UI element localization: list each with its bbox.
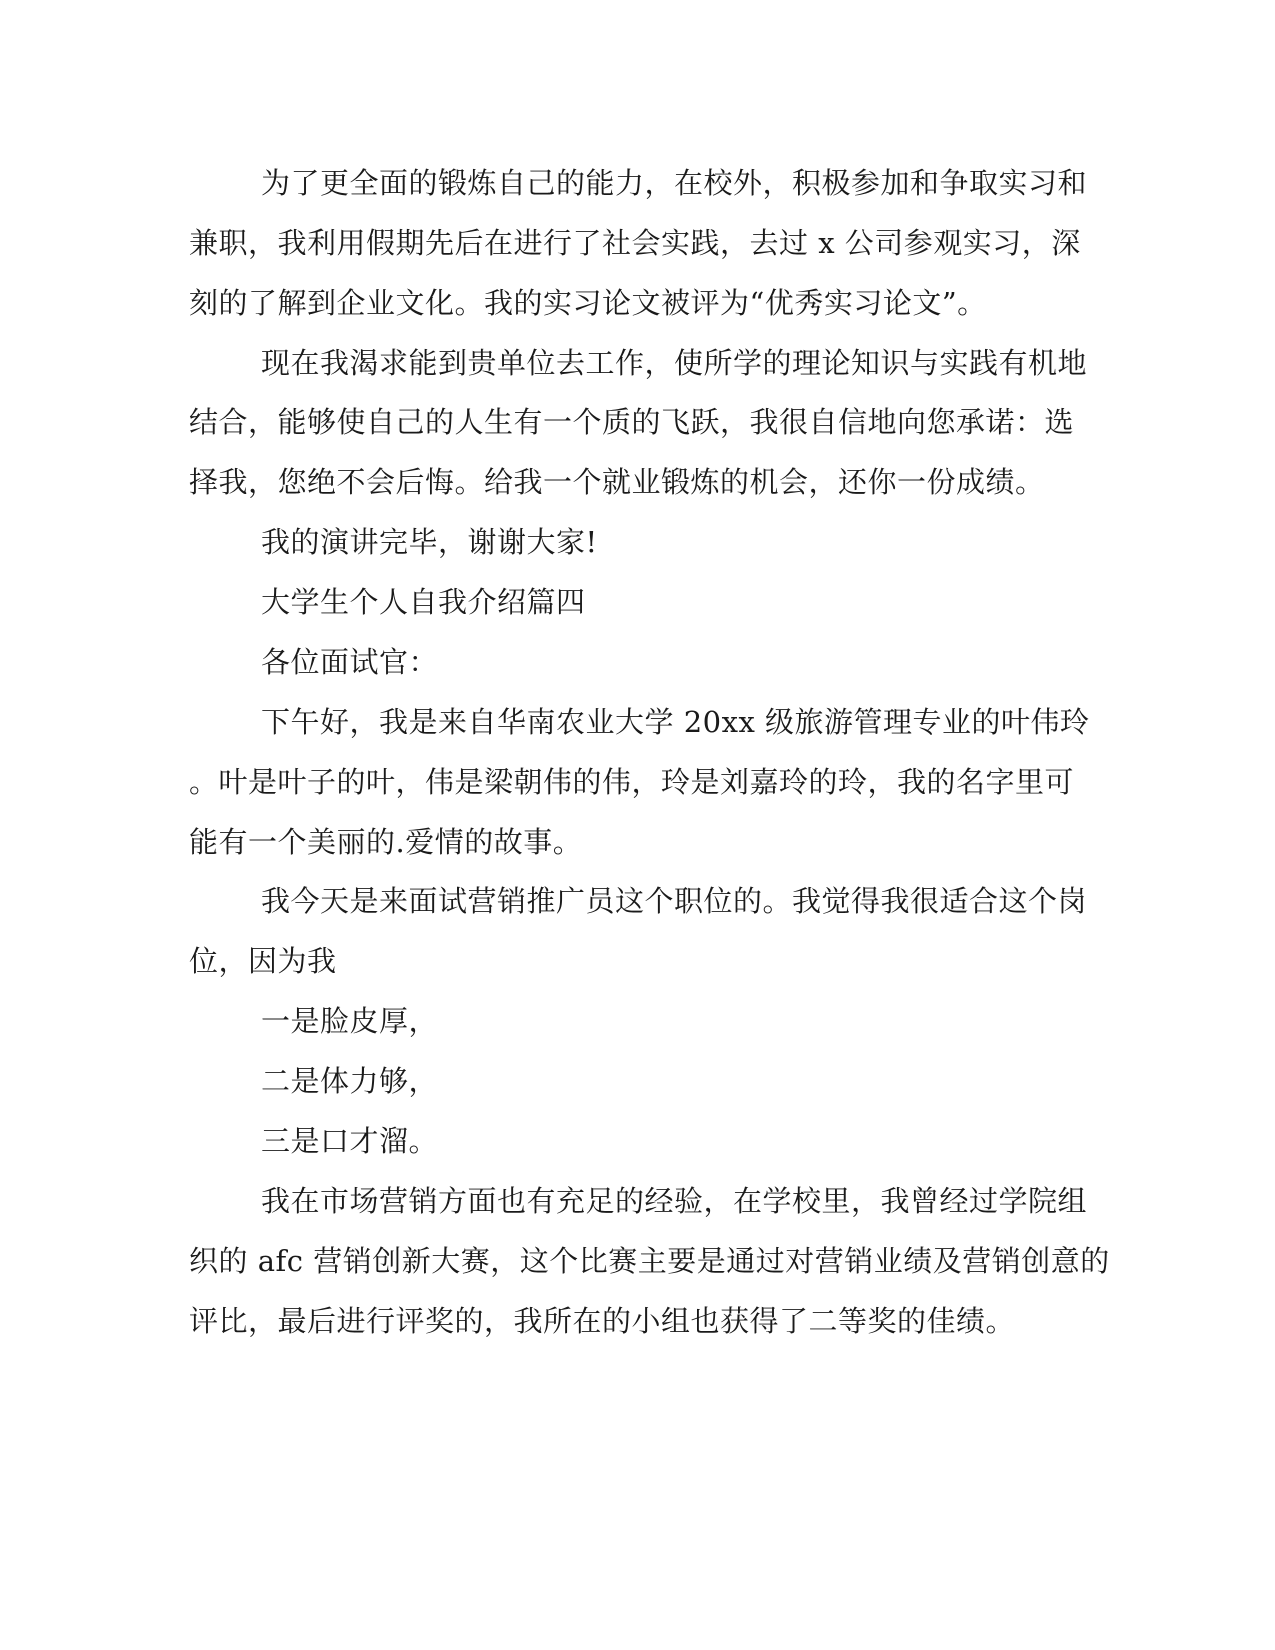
paragraph-line: 兼职，我利用假期先后在进行了社会实践，去过 x 公司参观实习，深 <box>189 226 1081 260</box>
section-heading: 大学生个人自我介绍篇四 <box>261 585 586 619</box>
paragraph-line: 评比，最后进行评奖的，我所在的小组也获得了二等奖的佳绩。 <box>189 1304 1016 1338</box>
paragraph-line: 择我，您绝不会后悔。给我一个就业锻炼的机会，还你一份成绩。 <box>189 465 1045 499</box>
salutation: 各位面试官： <box>261 645 439 679</box>
closing-line: 我的演讲完毕，谢谢大家! <box>261 525 598 559</box>
paragraph-line: 位，因为我 <box>189 944 337 978</box>
paragraph-line: 。叶是叶子的叶，伟是梁朝伟的伟，玲是刘嘉玲的玲，我的名字里可 <box>189 765 1075 799</box>
paragraph-line: 我今天是来面试营销推广员这个职位的。我觉得我很适合这个岗 <box>261 884 1088 918</box>
paragraph-line: 能有一个美丽的.爱情的故事。 <box>189 825 583 859</box>
list-item: 一是脸皮厚， <box>261 1004 439 1038</box>
paragraph-line: 现在我渴求能到贵单位去工作，使所学的理论知识与实践有机地 <box>261 346 1088 380</box>
paragraph-line: 结合，能够使自己的人生有一个质的飞跃，我很自信地向您承诺：选 <box>189 405 1075 439</box>
paragraph-line: 为了更全面的锻炼自己的能力，在校外，积极参加和争取实习和 <box>261 166 1088 200</box>
paragraph-line: 刻的了解到企业文化。我的实习论文被评为“优秀实习论文”。 <box>189 286 987 320</box>
paragraph-line: 下午好，我是来自华南农业大学 20xx 级旅游管理专业的叶伟玲 <box>261 705 1090 739</box>
paragraph-line: 我在市场营销方面也有充足的经验，在学校里，我曾经过学院组 <box>261 1184 1088 1218</box>
list-item: 三是口才溜。 <box>261 1124 439 1158</box>
paragraph-line: 织的 afc 营销创新大赛，这个比赛主要是通过对营销业绩及营销创意的 <box>189 1244 1110 1278</box>
list-item: 二是体力够， <box>261 1064 439 1098</box>
